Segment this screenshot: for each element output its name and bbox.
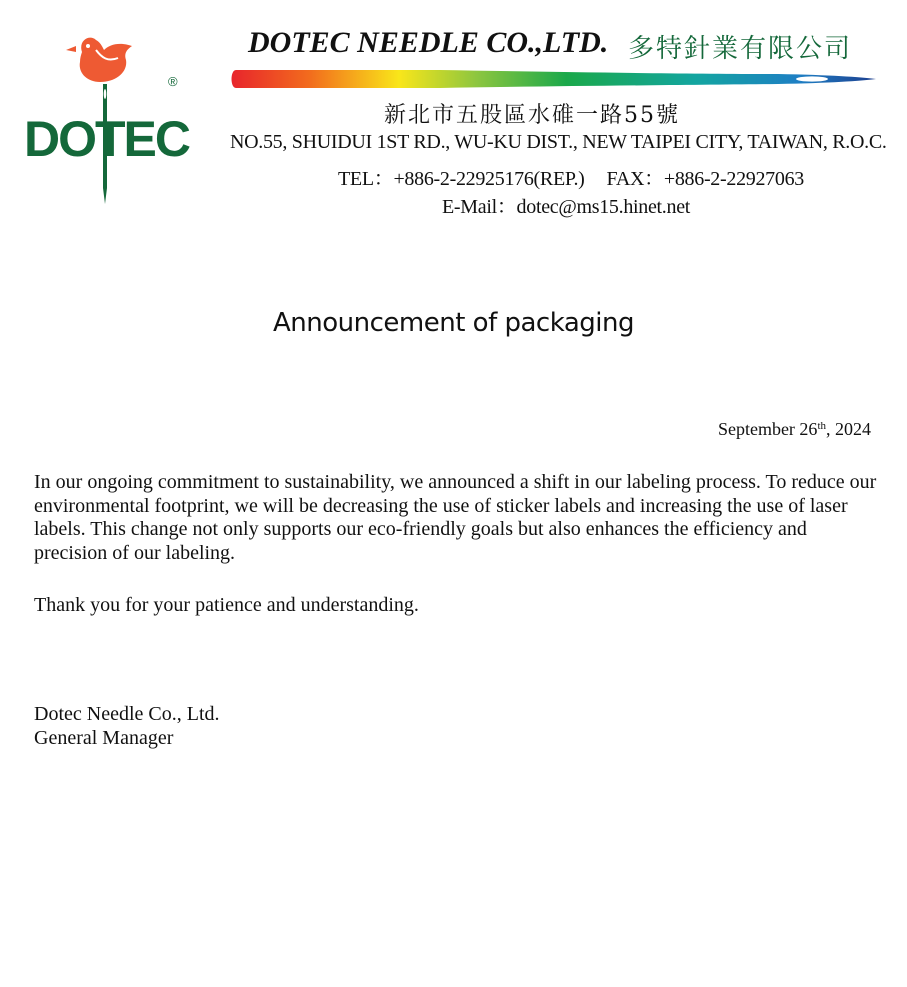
company-name-zh: 多特針業有限公司 — [628, 34, 853, 64]
dotec-logo-icon — [20, 28, 190, 210]
address-en: NO.55, SHUIDUI 1ST RD., WU-KU DIST., NEW TAIPEI CITY, TAIWAN, R.O.C. — [230, 131, 887, 153]
signature-block — [34, 703, 220, 750]
fax: FAX：+886-2-22927063 — [606, 168, 804, 190]
thank-you-paragraph: Thank you for your patience and understanding. — [34, 594, 419, 616]
document-title: Announcement of packaging — [273, 308, 634, 338]
logo-wordmark: DOTEC — [24, 111, 189, 167]
signature-company: Dotec Needle Co., Ltd. — [34, 703, 220, 725]
date-month-day: September 26 — [717, 419, 818, 439]
company-name-en: DOTEC NEEDLE CO.,LTD. — [248, 26, 609, 59]
signature-title: General Manager — [34, 726, 174, 749]
document-date — [718, 419, 871, 440]
date-suffix: th — [817, 420, 826, 432]
company-logo — [20, 28, 190, 210]
contact-line — [338, 162, 804, 191]
telephone: TEL：+886-2-22925176(REP.) — [338, 168, 585, 190]
registered-trademark: ® — [168, 74, 178, 89]
date-year: , 2024 — [826, 419, 871, 439]
announcement-paragraph: In our ongoing commitment to sustainability, we announced a shift in our labeling process. To reduce our environmental footprint, we will be decreasing the use of sticker labels and increasing the use of laser labels. This change not only supports our eco-friendly goals but also enhances the efficiency and precision of our labeling. — [34, 471, 877, 564]
email: E-Mail：dotec@ms15.hinet.net — [442, 196, 691, 218]
rainbow-needle-icon — [230, 66, 878, 92]
address-zh: 新北市五股區水碓一路55號 — [384, 103, 680, 128]
